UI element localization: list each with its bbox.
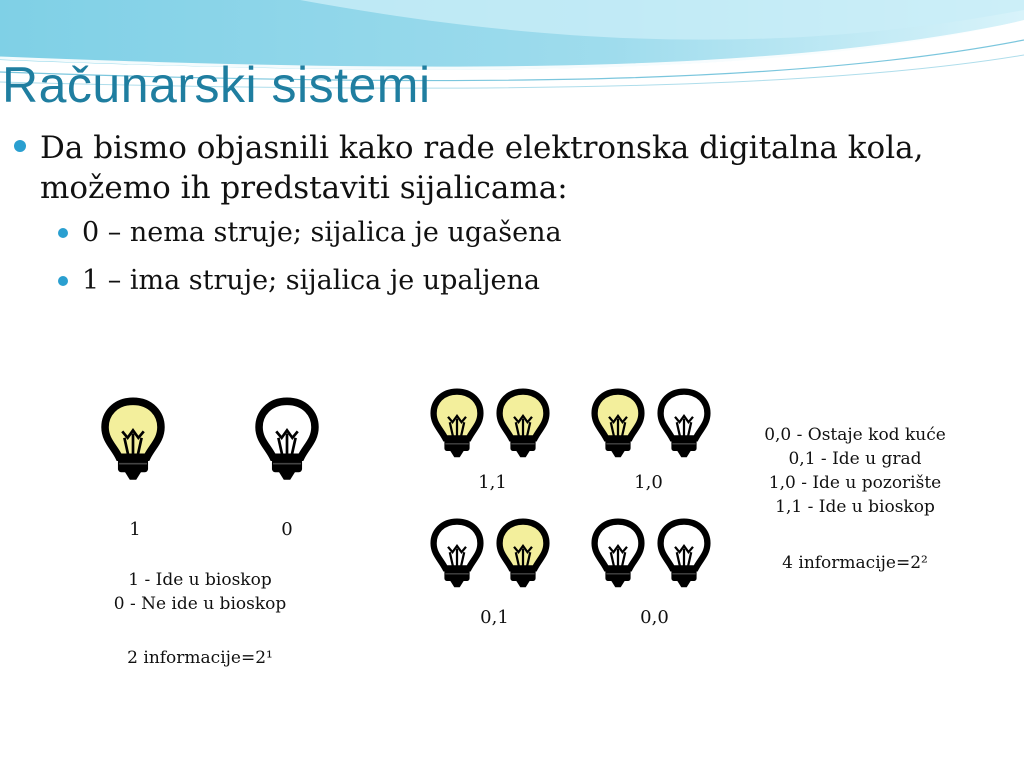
sub-bullet-text: 0 – nema struje; sijalica je ugašena — [82, 217, 562, 248]
slide-title: Računarski sistemi — [2, 57, 431, 113]
meaning-line: 0,0 - Ostaje kod kuće — [764, 425, 946, 445]
bullet-dot-icon — [58, 228, 68, 238]
light-bulb-on-icon — [496, 518, 550, 590]
meaning-line: 0 - Ne ide u bioskop — [113, 594, 287, 614]
light-bulb-off-icon — [591, 518, 645, 590]
bulb-label: 1 — [129, 519, 141, 540]
bullet-list — [14, 128, 994, 306]
light-bulb-off-icon — [254, 397, 320, 483]
pair-label: 1,1 — [478, 472, 507, 493]
sub-bullet-item — [14, 208, 994, 258]
light-bulb-on-icon — [430, 388, 484, 460]
meaning-list-left — [90, 568, 310, 616]
bullet-text: Da bismo objasnili kako rade elektronska digitalna kola, možemo ih predstaviti sijalicama: — [40, 130, 924, 206]
bullet-item — [14, 128, 994, 208]
light-bulb-on-icon — [591, 388, 645, 460]
info-count-right: 4 informacije=2² — [782, 553, 928, 573]
light-bulb-on-icon — [496, 388, 550, 460]
meaning-line: 1 - Ide u bioskop — [128, 570, 272, 590]
sub-bullet-item — [14, 256, 994, 306]
light-bulb-off-icon — [657, 518, 711, 590]
bulb-label: 0 — [281, 519, 293, 540]
sub-bullet-text: 1 – ima struje; sijalica je upaljena — [82, 265, 540, 296]
meaning-list-right — [735, 423, 975, 519]
bullet-dot-icon — [14, 140, 26, 152]
bullet-dot-icon — [58, 276, 68, 286]
meaning-line: 1,1 - Ide u bioskop — [775, 497, 935, 517]
light-bulb-off-icon — [657, 388, 711, 460]
pair-label: 1,0 — [634, 472, 663, 493]
pair-label: 0,0 — [640, 607, 669, 628]
light-bulb-off-icon — [430, 518, 484, 590]
light-bulb-on-icon — [100, 397, 166, 483]
meaning-line: 1,0 - Ide u pozorište — [768, 473, 942, 493]
pair-label: 0,1 — [480, 607, 509, 628]
info-count-left: 2 informacije=2¹ — [127, 648, 273, 668]
meaning-line: 0,1 - Ide u grad — [788, 449, 922, 469]
